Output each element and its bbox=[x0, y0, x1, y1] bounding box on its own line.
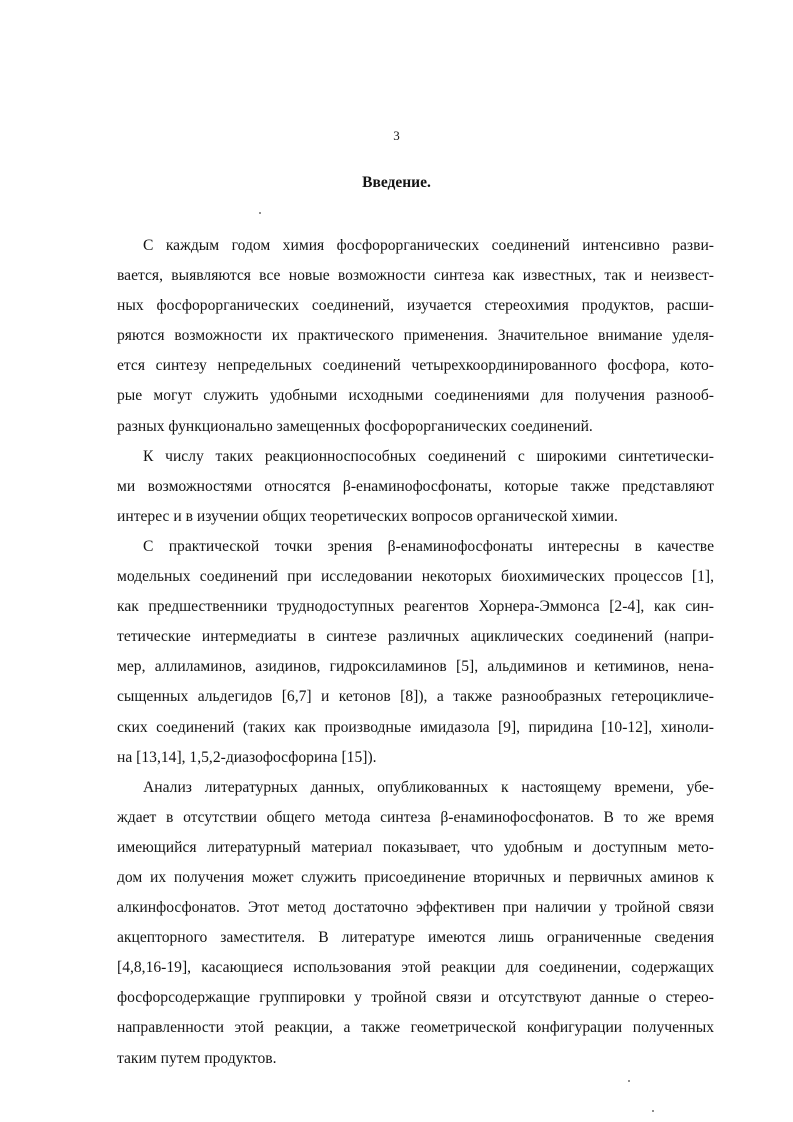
text-line: направленности этой реакции, а также геометрической конфигурации полученных bbox=[117, 1019, 714, 1037]
text-line: ских соединений (таких как производные имидазола [9], пиридина [10-12], хиноли- bbox=[117, 718, 714, 736]
document-body bbox=[117, 231, 714, 1074]
text-line: ждает в отсутствии общего метода синтеза β-енаминофосфонатов. В то же время bbox=[117, 808, 714, 826]
paragraph-1 bbox=[117, 231, 714, 442]
text-line: алкинфосфонатов. Этот метод достаточно эффективен при наличии у тройной связи bbox=[117, 899, 714, 917]
section-title: Введение. bbox=[362, 174, 431, 191]
text-line: ных фосфорорганических соединений, изучается стереохимия продуктов, расши- bbox=[117, 297, 714, 315]
text-line: К числу таких реакционноспособных соединений с широкими синтетически- bbox=[143, 447, 714, 465]
paragraph-3 bbox=[117, 532, 714, 773]
text-line: Анализ литературных данных, опубликованных к настоящему времени, убе- bbox=[143, 778, 714, 796]
text-line: как предшественники труднодоступных реагентов Хорнера-Эммонса [2-4], как син- bbox=[117, 598, 714, 616]
text-line: дом их получения может служить присоединение вторичных и первичных аминов к bbox=[117, 868, 714, 886]
page-number: 3 bbox=[393, 128, 400, 143]
text-line: модельных соединений при исследовании некоторых биохимических процессов [1], bbox=[117, 568, 714, 586]
text-line: мер, аллиламинов, азидинов, гидроксиламинов [5], альдиминов и кетиминов, нена- bbox=[117, 658, 714, 676]
text-line: С каждым годом химия фосфорорганических соединений интенсивно разви- bbox=[143, 237, 714, 254]
paragraph-4 bbox=[117, 773, 714, 1074]
scan-speck bbox=[652, 1110, 654, 1112]
text-line: ми возможностями относятся β-енаминофосфонаты, которые также представляют bbox=[117, 477, 714, 495]
text-line: вается, выявляются все новые возможности синтеза как известных, так и неизвест- bbox=[117, 267, 714, 285]
text-line: акцепторного заместителя. В литературе имеются лишь ограниченные сведения bbox=[117, 929, 714, 947]
text-line: рые могут служить удобными исходными соединениями для получения разнооб- bbox=[117, 387, 714, 405]
text-line: имеющийся литературный материал показывает, что удобным и доступным мето- bbox=[117, 838, 714, 856]
text-line: на [13,14], 1,5,2-диазофосфорина [15]). bbox=[117, 748, 377, 766]
text-line: ется синтезу непредельных соединений четырехкоординированного фосфора, кото- bbox=[117, 357, 714, 375]
paragraph-2 bbox=[117, 442, 714, 532]
scan-speck bbox=[628, 1080, 630, 1082]
text-line: таким путем продуктов. bbox=[117, 1049, 277, 1067]
scan-speck bbox=[259, 212, 261, 214]
text-line: разных функционально замещенных фосфорорганических соединений. bbox=[117, 417, 593, 435]
text-line: сыщенных альдегидов [6,7] и кетонов [8]), а также разнообразных гетероцикличе- bbox=[117, 688, 714, 706]
text-line: интерес и в изучении общих теоретических вопросов органической химии. bbox=[117, 507, 618, 525]
text-line: С практической точки зрения β-енаминофосфонаты интересны в качестве bbox=[143, 537, 714, 555]
text-line: ряются возможности их практического применения. Значительное внимание уделя- bbox=[117, 327, 714, 345]
text-line: фосфорсодержащие группировки у тройной связи и отсутствуют данные о стерео- bbox=[117, 989, 714, 1007]
text-line: [4,8,16-19], касающиеся использования этой реакции для соединении, содержащих bbox=[117, 959, 714, 977]
text-line: тетические интермедиаты в синтезе различных ациклических соединений (напри- bbox=[117, 628, 714, 646]
